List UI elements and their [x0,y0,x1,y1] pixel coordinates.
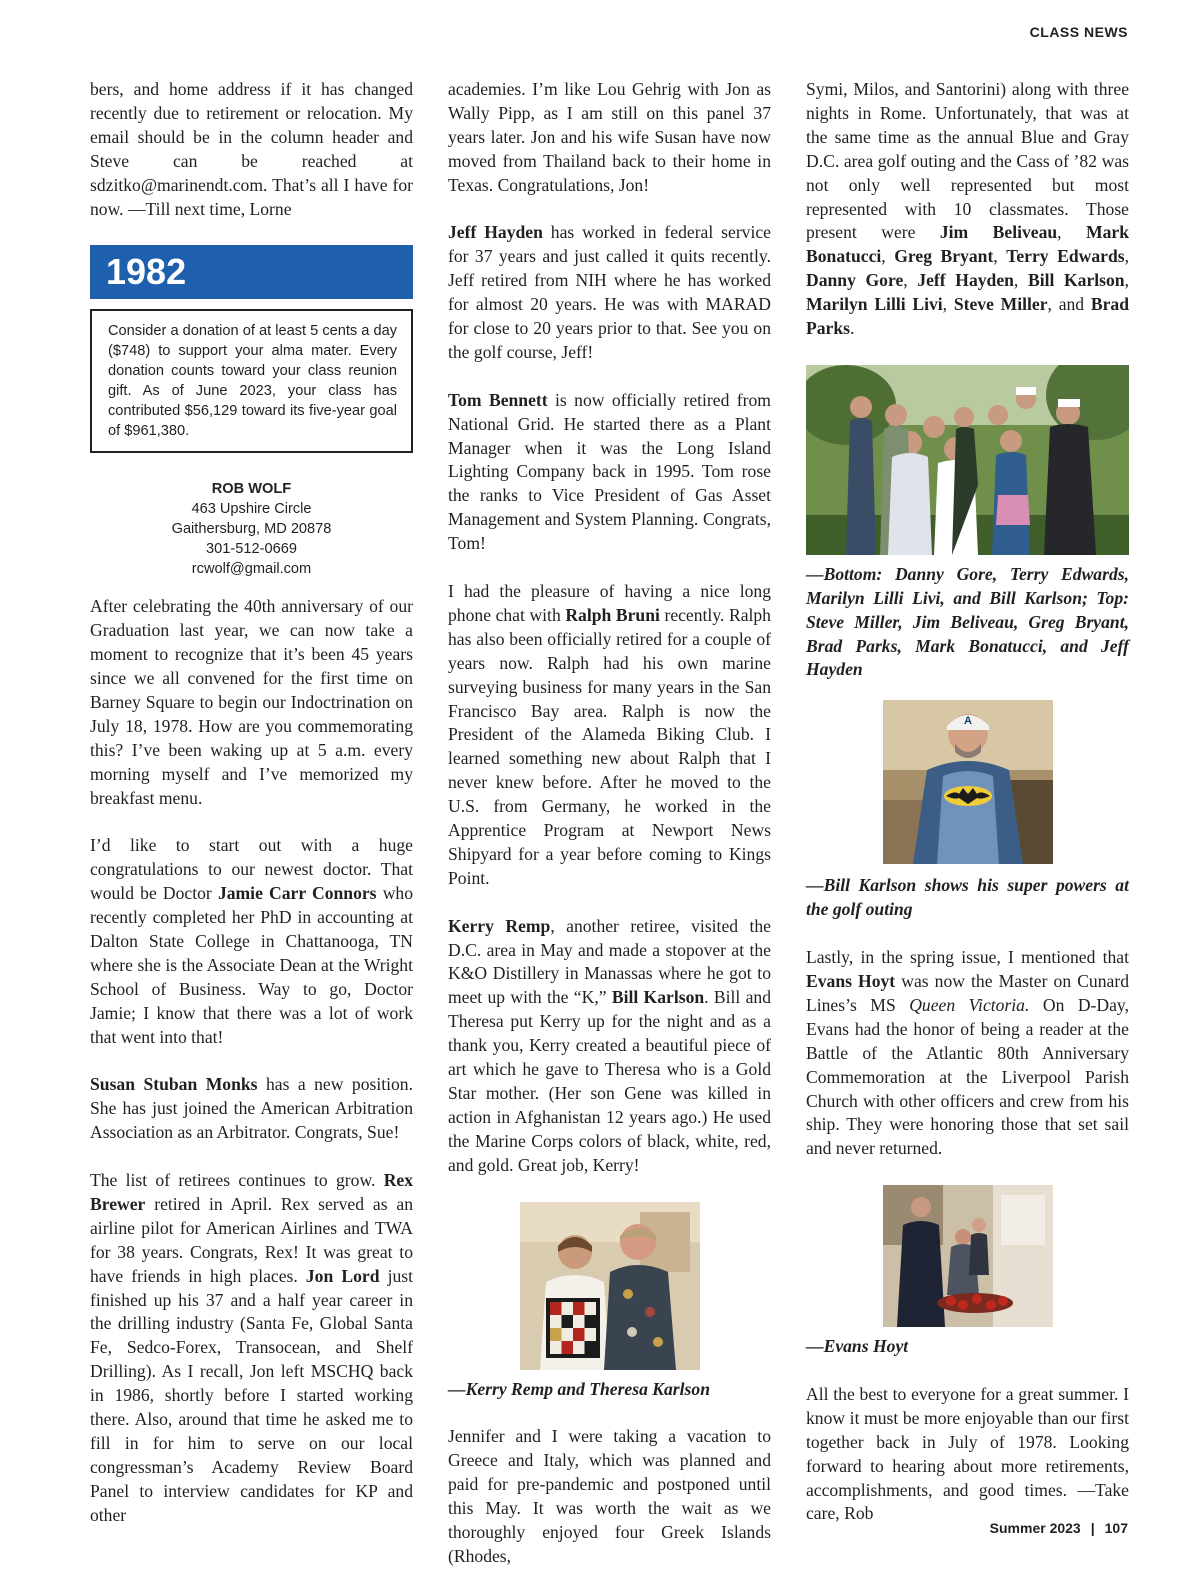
contact-city: Gaithersburg, MD 20878 [171,521,332,538]
class-year-banner: 1982 [90,245,413,299]
class-contact [90,479,413,579]
person-name: Terry Edwards [1006,246,1125,267]
person-name: Steve Miller [953,294,1048,315]
photo-golf-group-image [806,365,1129,555]
person-name: Bill Karlson [611,987,705,1008]
col1-paragraph-retirees [90,1169,413,1528]
text: , another retiree, visited the D.C. area in May and made a stopover at the K&O Distillery in Manassas where he got to meet up with the “K,” [448,915,771,1008]
photo-evans-hoyt [883,1185,1053,1327]
text: retired in April. Rex served as an airline pilot for American Airlines and TWA for 38 years. Congrats, Rex! It was great to have friends in high places. [90,1193,413,1286]
person-name: Evans Hoyt [806,971,896,991]
photo-golf-group [806,365,1129,555]
col3-paragraph-golf: Symi, Milos, and Santorini) along with three nights in Rome. Unfortunately, that was at the same time as the annual Blue and Gray D.C. area golf outing and the Cass of ’82 was not only well represented but most represented with 10 classmates. Those present were Jim Beliveau, Mark Bonatucci, Greg Bryant, Terry Edwards, Danny Gore, Jeff Hayden, Bill Karlson, Marilyn Lilli Livi, Steve Miller, and Brad Parks. [806,79,1130,339]
text: I’d like to start out with a huge congratulations to our newest doctor. That would be Doctor [90,835,413,904]
column-2 [448,78,771,1593]
person-name: Jon Lord [305,1265,380,1286]
contact-street: 463 Upshire Circle [191,501,312,518]
text: who recently completed her PhD in accounting at Dalton State College in Chattanooga, TN where she is the Associate Dean at the Wright School of Business. Way to go, Doctor Jamie; I know that there was a lot of work that went into that! [90,883,413,1047]
svg-text:A: A [963,715,972,728]
col2-paragraph-bruni [448,580,771,891]
text: has worked in federal service for 37 years and just called it quits recently. Jeff retired from NIH where he has worked for almost 20 years. He was with MARAD for close to 20 years prior to that. See you on the golf course, Jeff! [448,222,771,362]
col1-paragraph-anniversary: After celebrating the 40th anniversary of our Graduation last year, we can now take a moment to recognize that it’s been 45 years since we all convened for the first time on Barney Square to begin our Indoctrination on July 18, 1978. How are you commemorating this? I’ve been waking up at 5 a.m. every morning myself and I’ve memorized my breakfast menu. [90,596,413,808]
person-name: Greg Bryant [894,246,994,267]
person-name: Marilyn Lilli Livi [806,294,943,315]
column-1 [90,78,413,1552]
text: just finished up his 37 and a half year career in the drilling industry (Santa Fe, Global Santa Fe, Sedco-Forex, Transocean, and Shelf Drilling). As I recall, Jon left MSCHQ back in 1986, shortly before I started working there. Also, around that time he asked me to fill in for him to serve on our local congressman’s Academy Review Board Panel to interview candidates for KP and other [90,1265,413,1525]
page-footer [990,1520,1128,1536]
caption-golf-group: —Bottom: Danny Gore, Terry Edwards, Marilyn Lilli Livi, and Bill Karlson; Top: Steve Miller, Jim Beliveau, Greg Bryant, Brad Parks, Mark Bonatucci, and Jeff Hayden [806,563,1129,680]
col2-paragraph-hayden [448,221,771,364]
caption-evans-hoyt: —Evans Hoyt [806,1336,909,1357]
person-name: Tom Bennett [448,389,548,410]
col2-paragraph-remp [448,915,771,1178]
person-name: Rex Brewer [90,1170,413,1214]
text: On D-Day, Evans had the honor of being a reader at the Battle of the Atlantic 80th Anniversary Commemoration at the Liverpool Parish Church with other officers and crew from his ship. They were honoring those that set sail and never returned. [806,994,1129,1159]
photo-karlson-batman-image [883,700,1053,864]
col1-intro: bers, and home address if it has changed recently due to retirement or relocation. My email should be in the column header and Steve can be reached at sdzitko@marinendt.com. That’s all I have for now. —Till next time, Lorne [90,79,413,219]
text: . Bill and Theresa put Kerry up for the night and as a thank you, Kerry created a beautiful piece of art which he gave to Theresa who is a Gold Star mother. (Her son Gene was killed in action in Afghanistan 12 years ago.) He used the Marine Corps colors of black, white, red, and gold. Great job, Kerry! [448,987,771,1175]
text: I had the pleasure of having a nice long phone chat with [448,580,771,625]
caption-remp-karlson: —Kerry Remp and Theresa Karlson [448,1378,710,1399]
person-name: Susan Stuban Monks [90,1074,258,1095]
person-name: Jim Beliveau [939,222,1058,243]
person-name: Jeff Hayden [448,222,543,243]
text: and [1058,294,1085,315]
text: is now officially retired from National Grid. He started there as a Plant Manager when it was the Long Island Lighting Company back in 1995. Tom rose the ranks to Vice President of Gas Asset Management and System Planning. Congrats, Tom! [448,389,771,554]
section-header: CLASS NEWS [1029,24,1128,40]
contact-email: rcwolf@gmail.com [191,561,312,578]
ship-name: Queen Victoria. [909,994,1030,1015]
person-name: Brad Parks [806,294,1129,339]
column-3 [806,78,1129,1550]
person-name: Jamie Carr Connors [217,883,377,904]
contact-phone: 301-512-0669 [206,541,297,558]
issue-label: Summer 2023 [989,1520,1081,1536]
col2-paragraph-vacation: Jennifer and I were taking a vacation to Greece and Italy, which was planned and paid for pre-pandemic and postponed until this May. It was worth the wait as we thoroughly enjoyed four Greek Islands (Rhodes, [448,1426,771,1566]
text: was now the Master on Cunard Lines’s MS [806,971,1129,1015]
photo-remp-karlson-image [520,1202,700,1370]
person-name: Kerry Remp [448,915,551,936]
col3-paragraph-closing: All the best to everyone for a great summer. I know it must be more enjoyable than our first together back in July of 1978. Looking forward to hearing about more retirements, accomplishments, and good times. —Take care, Rob [806,1383,1129,1524]
photo-evans-hoyt-image [883,1185,1053,1327]
text: recently. Ralph has also been officially retired for a couple of years now. Ralph had his own marine surveying business for many years in the San Francisco Bay area. Ralph is now the President of the Alameda Biking Club. I learned something new about Ralph that I never knew before. After he moved to the U.S. from Germany, he worked in the Apprentice Program at Newport News Shipyard for a year before coming to Kings Point. [448,604,771,888]
col2-paragraph-academies: academies. I’m like Lou Gehrig with Jon as Wally Pipp, as I am still on this panel 37 years later. Jon and his wife Susan have now moved from Thailand back to their home in Texas. Congratulations, Jon! [448,79,771,195]
donation-box: Consider a donation of at least 5 cents a day ($748) to support your alma mater. Every donation counts toward your class reunion gift. As of June 2023, your class has contributed $56,129 toward its five-year goal of $961,380. [90,309,413,453]
col1-paragraph-monks [90,1073,413,1145]
contact-name: ROB WOLF [211,481,292,498]
text: Symi, Milos, and Santorini) along with three nights in Rome. Unfortunately, that was at the same time as the annual Blue and Gray D.C. area golf outing and the Cass of ’82 was not only well represented but most represented with 10 classmates. Those present were [806,79,1129,243]
text: has a new position. She has just joined the American Arbitration Association as an Arbitrator. Congrats, Sue! [90,1074,413,1143]
photo-karlson-batman [883,700,1053,864]
col1-paragraph-doctor [90,834,413,1049]
person-name: Ralph Bruni [565,604,660,625]
person-name: Mark Bonatucci [806,222,1130,267]
footer-separator: | [1090,1520,1095,1536]
caption-karlson-batman: —Bill Karlson shows his super powers at the golf outing [806,875,1129,920]
text: Lastly, in the spring issue, I mentioned that [806,947,1129,968]
page-number: 107 [1104,1520,1128,1536]
text: The list of retirees continues to grow. [90,1170,384,1191]
col2-paragraph-bennett [448,389,771,556]
person-name: Danny Gore [806,270,904,291]
photo-remp-karlson [520,1202,700,1370]
person-name: Bill Karlson [1027,270,1125,291]
col3-paragraph-hoyt [806,946,1129,1161]
person-name: Jeff Hayden [917,270,1014,291]
